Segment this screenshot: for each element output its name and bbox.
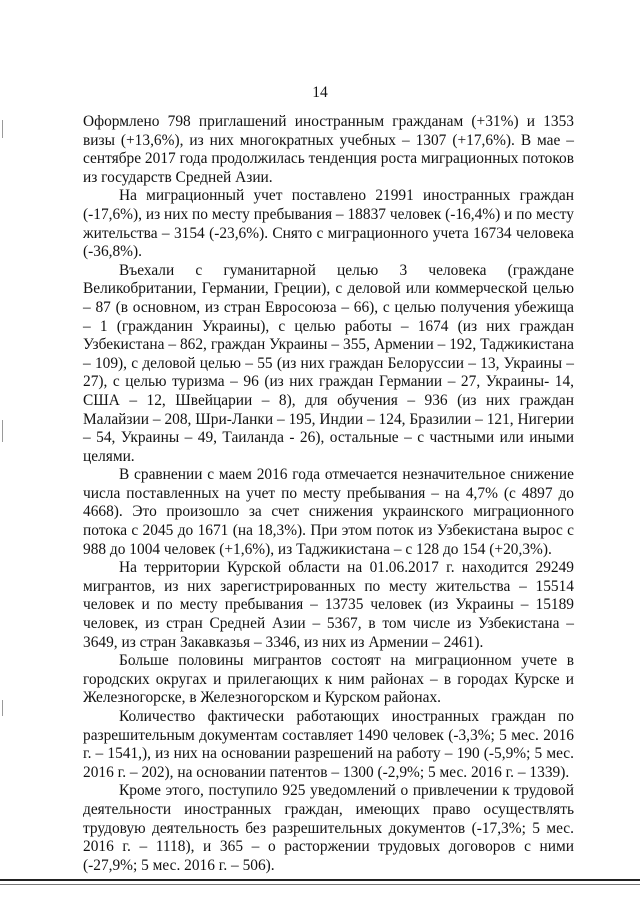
page-number: 14: [312, 84, 328, 101]
paragraph-invitations-visas: Оформлено 798 приглашений иностранным гражданам (+31%) и 1353 визы (+13,6%), из них многократных учебных – 1307 (+17,6%). В мае – сентябре 2017 года продолжилась тенденция роста миграционных потоков из государств Средней Азии.: [83, 113, 574, 186]
paragraph-entry-purposes: Въехали с гуманитарной целью 3 человека (граждане Великобритании, Германии, Греции), с деловой или коммерческой целью – 87 (в основном, из стран Евросоюза – 66), с целью получения убежища – 1 (гражданин Украины), с целью работы – 1674 (из них граждан Узбекистана – 862, граждан Украины – 355, Армении – 192, Таджикистана – 109), с деловой целью – 55 (из них граждан Белоруссии – 13, Украины – 27), с целью туризма – 96 (из них граждан Германии – 27, Украины- 14, США – 12, Швейцарии – 8), для обучения – 936 (из них граждан Малайзии – 208, Шри-Ланки – 195, Индии – 124, Бразилии – 121, Нигерии – 54, Украины – 49, Таиланда - 26), остальные – с частными или иными целями.: [83, 261, 574, 465]
bottom-scan-border-thin: [0, 884, 640, 885]
scan-edge-mark: [2, 420, 3, 442]
scan-edge-mark: [2, 120, 3, 138]
paragraph-kursk-migrants: На территории Курской области на 01.06.2017 г. находится 29249 мигрантов, из них зарегистрированных по месту жительства – 15514 человек и по месту пребывания – 13735 человек (из Украины – 15189 человек, из стран Средней Азии – 5367, в том числе из Узбекистана – 3649, из стран Закавказья – 3346, из них из Армении – 2461).: [83, 559, 574, 651]
bottom-scan-border: [0, 879, 640, 881]
paragraph-comparison-2016: В сравнении с маем 2016 года отмечается незначительное снижение числа поставленных на учет по месту пребывания – на 4,7% (с 4897 до 4668). Это произошло за счет снижения украинского миграционного потока с 2045 до 1671 (на 18,3%). При этом поток из Узбекистана вырос с 988 до 1004 человек (+1,6%), из Таджикистана – с 128 до 154 (+20,3%).: [83, 466, 574, 558]
paragraph-distribution: Больше половины мигрантов состоят на миграционном учете в городских округах и прилегающих к ним районах – в городах Курске и Железногорске, в Железногорском и Курском районах.: [83, 652, 574, 707]
paragraph-notifications: Кроме этого, поступило 925 уведомлений о привлечении к трудовой деятельности иностранных граждан, имеющих право осуществлять трудовую деятельность без разрешительных документов (-17,3%; 5 мес. 2016 г. – 1118), и 365 – о расторжении трудовых договоров с ними (-27,9%; 5 мес. 2016 г. – 506).: [83, 782, 574, 874]
body-text: [83, 113, 574, 875]
paragraph-migration-registration: На миграционный учет поставлено 21991 иностранных граждан (-17,6%), из них по месту пребывания – 18837 человек (-16,4%) и по месту жительства – 3154 (-23,6%). Снято с миграционного учета 16734 человека (-36,8%).: [83, 187, 574, 261]
scan-edge-mark: [2, 700, 3, 716]
paragraph-working-foreigners: Количество фактически работающих иностранных граждан по разрешительным документам составляет 1490 человек (-3,3%; 5 мес. 2016 г. – 1541,), из них на основании разрешений на работу – 190 (-5,9%; 5 мес. 2016 г. – 202), на основании патентов – 1300 (-2,9%; 5 мес. 2016 г. – 1339).: [83, 708, 574, 781]
